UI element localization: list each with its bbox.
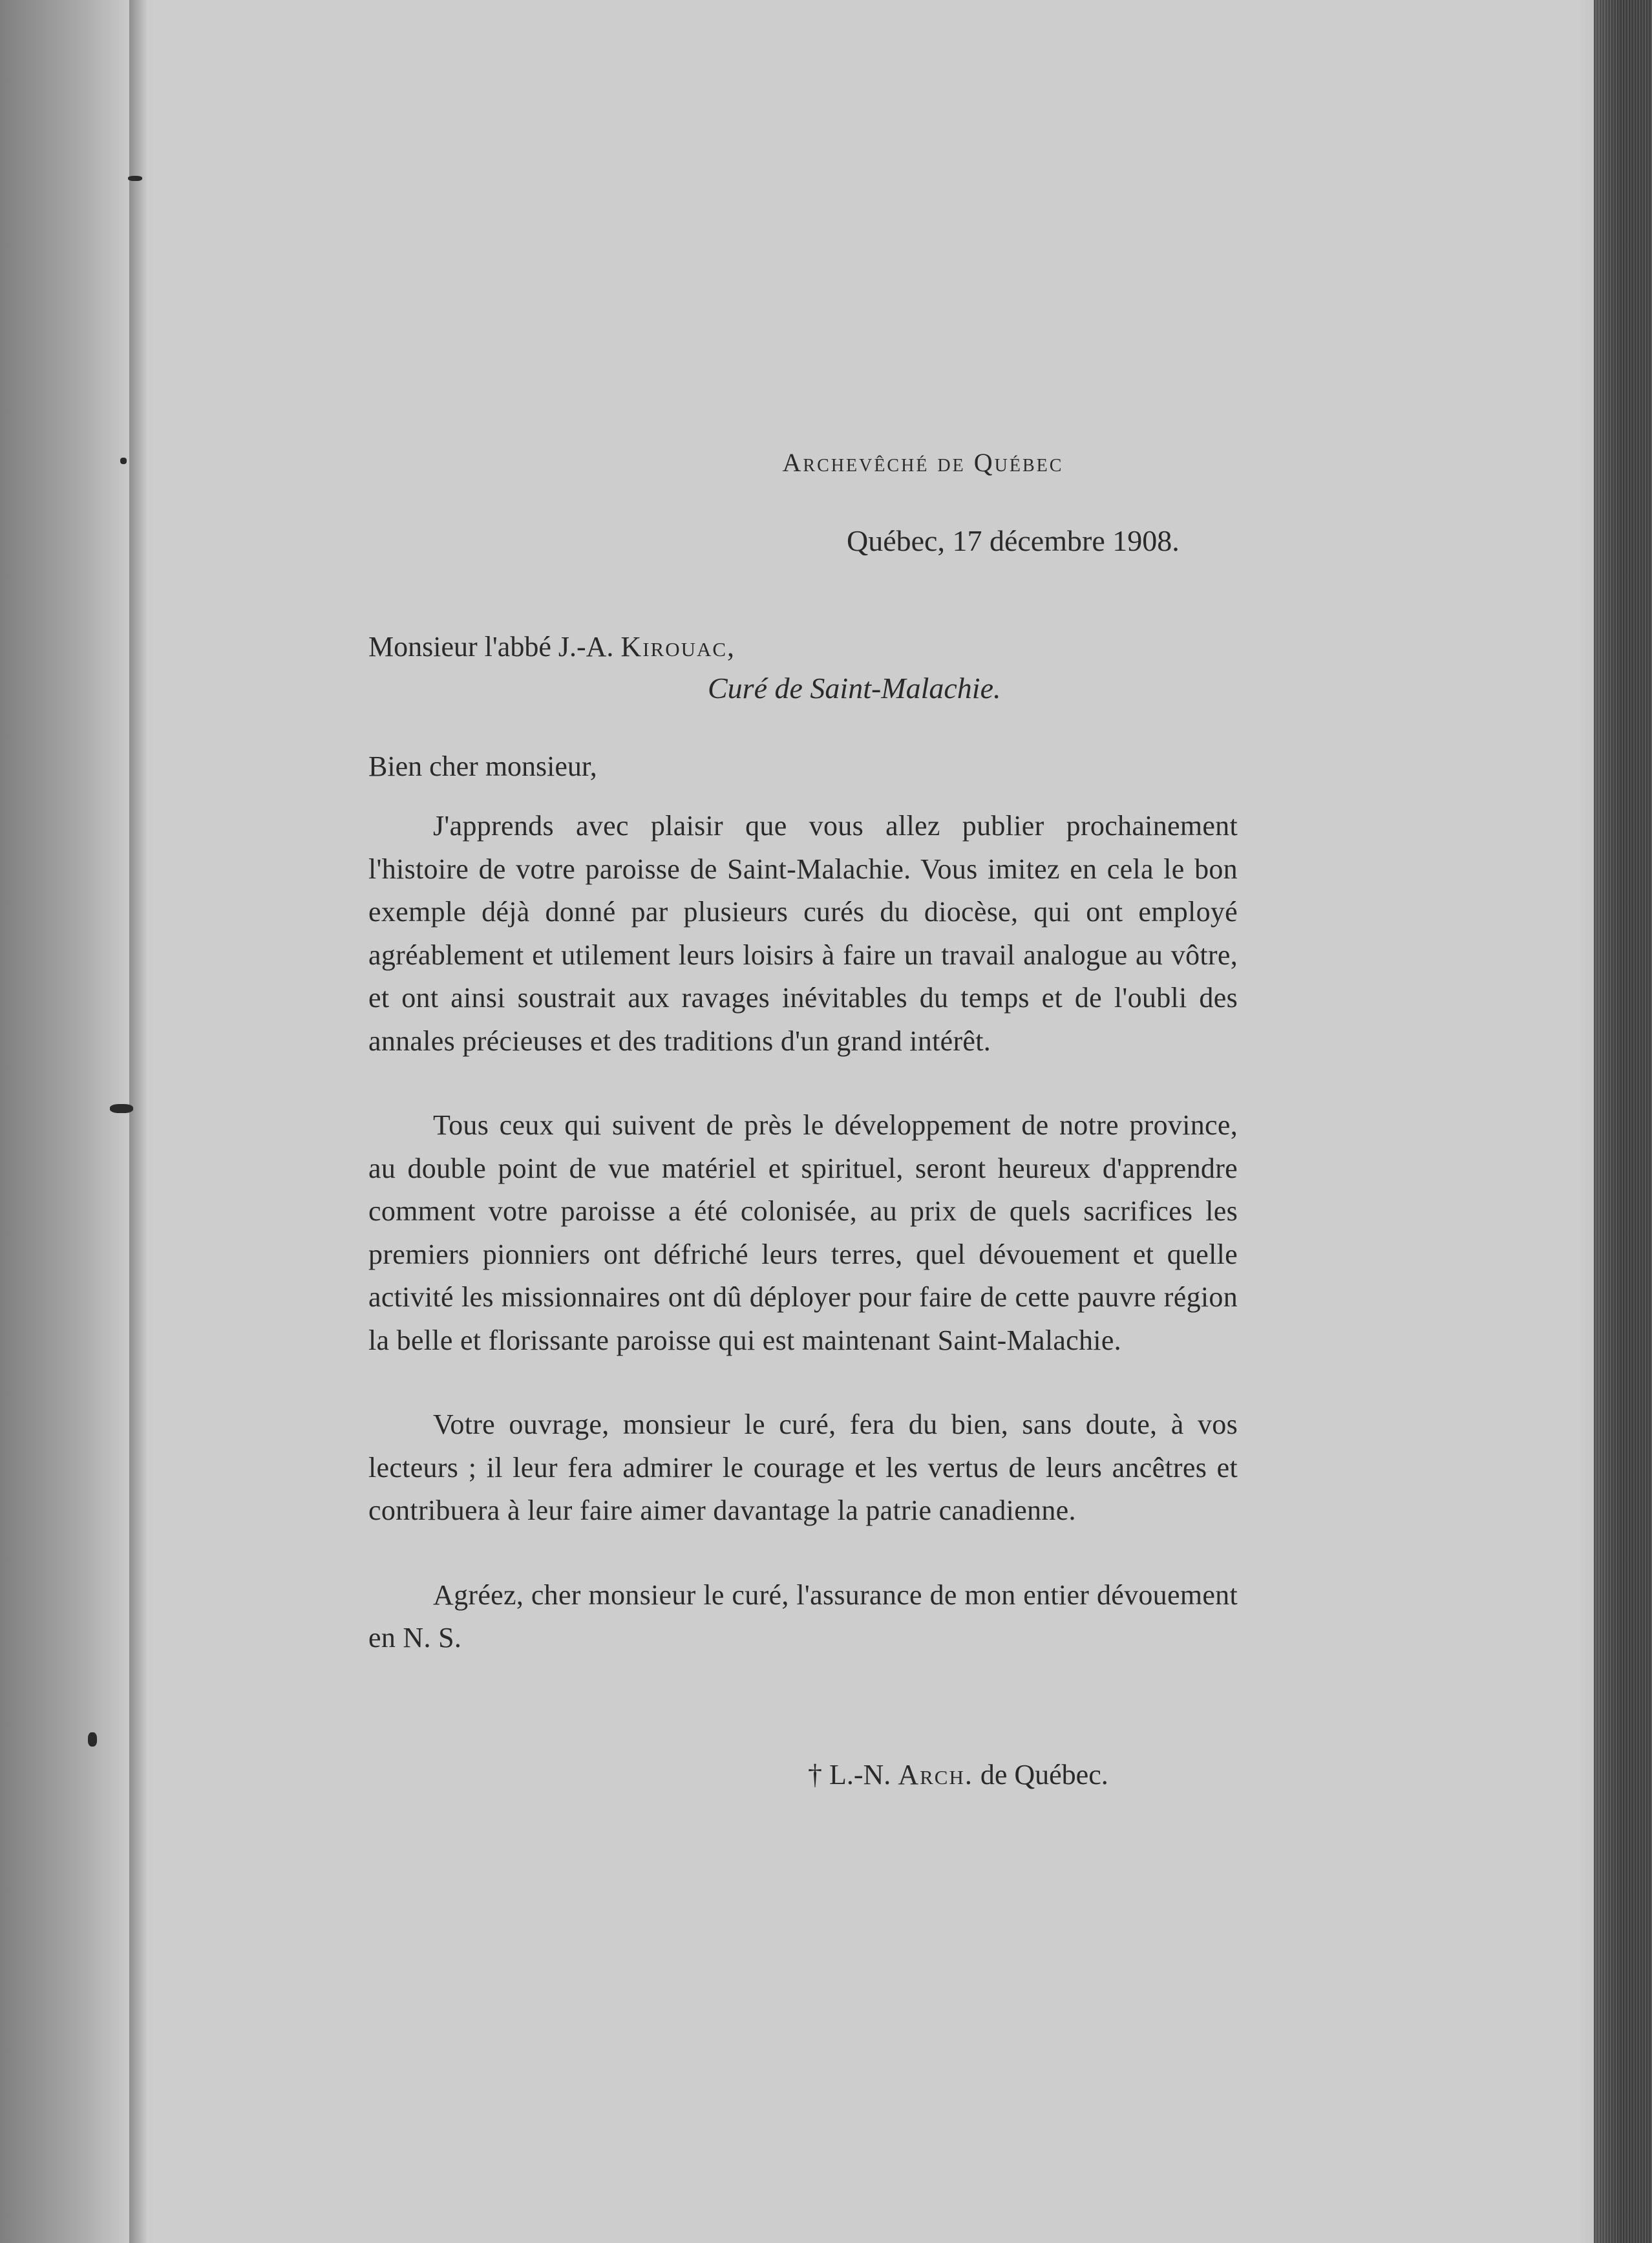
recipient-name: Kirouac, — [620, 631, 736, 663]
recipient-line — [368, 630, 736, 663]
recipient-title: Curé de Saint-Malachie. — [708, 672, 1001, 705]
signature-prefix: † L.-N. — [808, 1759, 891, 1791]
signature-suffix: de Québec. — [980, 1759, 1108, 1791]
letter-date: Québec, 17 décembre 1908. — [847, 524, 1180, 557]
paragraph: J'apprends avec plaisir que vous allez publier prochainement l'histoire de votre paroisse de Saint-Malachie. Vous imitez en cela le bon exemple déjà donné par plusieurs curés du diocèse, qui ont employé agréablement et utilement leurs loisirs à faire un travail analogue au vôtre, et ont ainsi soustrait aux ravages inévitables du temps et de l'oubli des annales précieuses et des traditions d'un grand intérêt. — [368, 810, 1238, 1057]
paragraph: Agréez, cher monsieur le curé, l'assurance de mon entier dévouement en N. S. — [368, 1579, 1238, 1653]
paragraph: Tous ceux qui suivent de près le développement de notre province, au double point de vue matériel et spirituel, seront heureux d'apprendre comment votre paroisse a été colonisée, au prix de quels sacrifices les premiers pionniers ont défriché leurs terres, quel dévouement et quelle activité les missionnaires ont dû déployer pour faire de cette pauvre région la belle et florissante paroisse qui est maintenant Saint-Malachie. — [368, 1109, 1238, 1356]
letter-body — [368, 805, 1238, 1701]
letter-header: Archevêché de Québec — [782, 448, 1064, 477]
salutation: Bien cher monsieur, — [368, 750, 597, 782]
recipient-prefix: Monsieur l'abbé J.-A. — [368, 631, 614, 663]
paragraph: Votre ouvrage, monsieur le curé, fera du bien, sans doute, à vos lecteurs ; il leur fera admirer le courage et les vertus de leurs ancêtres et contribuera à leur faire aimer davantage la patrie canadienne. — [368, 1409, 1238, 1526]
signature — [808, 1758, 1108, 1791]
signature-name: Arch. — [898, 1759, 973, 1791]
